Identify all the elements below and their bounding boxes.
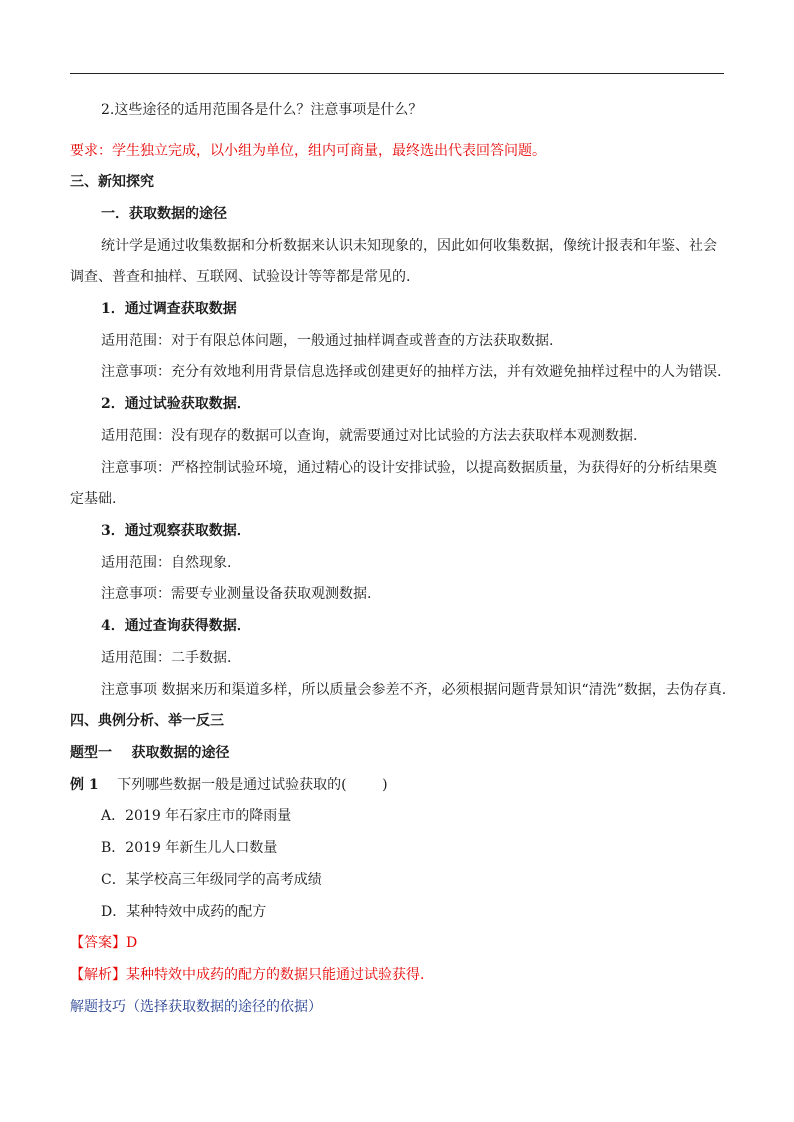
section-heading-3: 三、新知探究 [70, 174, 154, 190]
requirement-text: 要求：学生独立完成，以小组为单位，组内可商量，最终选出代表回答问题。 [70, 143, 546, 159]
method-3-note: 注意事项：需要专业测量设备获取观测数据. [101, 586, 372, 602]
option-d: D．某种特效中成药的配方 [101, 904, 267, 920]
question-2: 2.这些途径的适用范围各是什么？注意事项是什么？ [101, 102, 423, 118]
example-1-label: 例 1 [70, 777, 99, 793]
option-c: C．某学校高三年级同学的高考成绩 [101, 872, 322, 888]
method-3-title: 3．通过观察获取数据． [101, 523, 251, 539]
method-4-scope: 适用范围：二手数据. [101, 650, 232, 666]
method-3-scope: 适用范围：自然现象. [101, 555, 232, 571]
question-type-1: 题型一 获取数据的途径 [70, 745, 230, 761]
method-4-title: 4．通过查询获得数据． [101, 618, 251, 634]
method-2-title: 2．通过试验获取数据． [101, 396, 251, 412]
subheading-1: 一．获取数据的途径 [101, 206, 227, 222]
method-2-scope: 适用范围：没有现存的数据可以查询，就需要通过对比试验的方法去获取样本观测数据. [101, 428, 638, 444]
intro-line-2: 调查、普查和抽样、互联网、试验设计等等都是常见的. [70, 269, 411, 285]
example-1 [70, 775, 730, 795]
method-1-title: 1．通过调查获取数据 [101, 301, 237, 317]
method-1-scope: 适用范围：对于有限总体问题，一般通过抽样调查或普查的方法获取数据. [101, 333, 554, 349]
method-1-note: 注意事项：充分有效地利用背景信息选择或创建更好的抽样方法，并有效避免抽样过程中的人为错误. [101, 364, 722, 380]
section-heading-4: 四、典例分析、举一反三 [70, 713, 224, 729]
method-2-note-2: 定基础. [70, 491, 117, 507]
analysis: 【解析】某种特效中成药的配方的数据只能通过试验获得. [70, 967, 425, 983]
solving-tip: 解题技巧（选择获取数据的途径的依据） [70, 999, 322, 1015]
answer: 【答案】D [70, 935, 138, 951]
intro-line-1: 统计学是通过收集数据和分析数据来认识未知现象的，因此如何收集数据，像统计报表和年鉴、社会 [101, 238, 717, 254]
option-a: A．2019 年石家庄市的降雨量 [101, 808, 292, 824]
example-1-question: 下列哪些数据一般是通过试验获取的( ) [117, 777, 388, 793]
option-b: B．2019 年新生儿人口数量 [101, 840, 278, 856]
method-4-note: 注意事项 数据来历和渠道多样，所以质量会参差不齐，必须根据问题背景知识“清洗”数据，去伪存真. [101, 682, 727, 698]
method-2-note-1: 注意事项：严格控制试验环境，通过精心的设计安排试验，以提高数据质量，为获得好的分析结果奠 [101, 460, 717, 476]
header-rule [70, 73, 724, 74]
